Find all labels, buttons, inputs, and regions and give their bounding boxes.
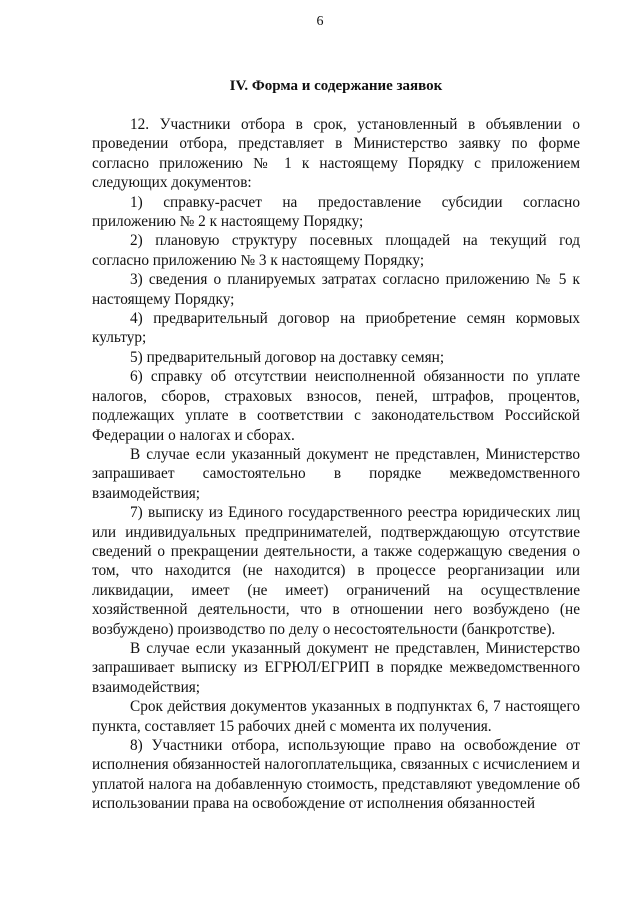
paragraph-item-2: 2) плановую структуру посевных площадей на текущий год согласно приложению № 3 к настоящему Порядку; <box>92 232 580 269</box>
paragraph-validity: Срок действия документов указанных в подпунктах 6, 7 настоящего пункта, составляет 15 рабочих дней с момента их получения. <box>92 698 580 735</box>
paragraph-12-intro: 12. Участники отбора в срок, установленный в объявлении о проведении отбора, представляет в Министерство заявку по форме согласно приложению № 1 к настоящему Порядку с приложением следующих документов: <box>92 116 580 192</box>
paragraph-item-1: 1) справку-расчет на предоставление субсидии согласно приложению № 2 к настоящему Порядку; <box>92 193 580 231</box>
paragraph-item-5: 5) предварительный договор на доставку семян; <box>130 348 445 366</box>
paragraph-item-3: 3) сведения о планируемых затратах согласно приложению № 5 к настоящему Порядку; <box>92 271 580 308</box>
paragraph-item-4: 4) предварительный договор на приобретение семян кормовых культур; <box>92 310 580 347</box>
section-title: IV. Форма и содержание заявок <box>229 78 443 94</box>
paragraph-note-7: В случае если указанный документ не представлен, Министерство запрашивает выписку из ЕГРЮЛ/ЕГРИП в порядке межведомственного взаимодействия; <box>92 639 580 696</box>
paragraph-item-7: 7) выписку из Единого государственного реестра юридических лиц или индивидуальных предпринимателей, подтверждающую отсутствие сведений о прекращении деятельности, а также содержащую сведения о том, что находится (не находится) в процессе реорганизации или ликвидации, имеет (не имеет) ограничений на осуществление хозяйственной деятельности, что в отношении него возбуждено (не возбуждено) производство по делу о несостоятельности (банкротстве). <box>92 504 580 638</box>
paragraph-note-6: В случае если указанный документ не представлен, Министерство запрашивает самостоятельно в порядке межведомственного взаимодействия; <box>92 445 580 502</box>
paragraph-item-8: 8) Участники отбора, использующие право на освобождение от исполнения обязанностей налогоплательщика, связанных с исчислением и уплатой налога на добавленную стоимость, представляют уведомление об использовании права на освобождение от исполнения обязанностей <box>92 737 580 813</box>
page-number: 6 <box>316 14 324 29</box>
paragraph-item-6: 6) справку об отсутствии неисполненной обязанности по уплате налогов, сборов, страховых взносов, пеней, штрафов, процентов, подлежащих уплате в соответствии с законодательством Российской Федерации о налогах и сборах. <box>92 368 580 444</box>
document-body <box>92 115 580 814</box>
